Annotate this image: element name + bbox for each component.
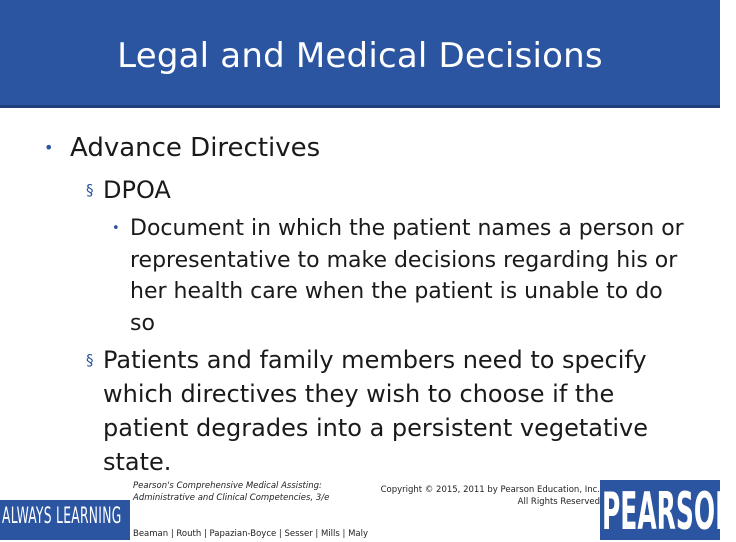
title-bar (0, 0, 720, 108)
bullet-square-icon: § (86, 351, 94, 369)
slide-title: Legal and Medical Decisions (117, 36, 603, 76)
authors-line: Beaman | Routh | Papazian-Boyce | Sesser | Mills | Maly (133, 529, 369, 539)
pearson-logo (600, 480, 736, 542)
book-citation (133, 480, 363, 504)
bullet-text: DPOA (103, 176, 171, 204)
bullet-text: Patients and family members need to specify which directives they wish to choose if the patient degrades into a persistent vegetative state. (103, 346, 649, 476)
pearson-logo-text: PEARSON (602, 482, 736, 542)
copyright-line1: Copyright © 2015, 2011 by Pearson Education, Inc. (380, 485, 600, 495)
always-learning-text: ALWAYS LEARNING (2, 504, 122, 529)
copyright-notice (368, 484, 600, 508)
title-divider (0, 105, 720, 108)
always-learning-logo (0, 500, 130, 540)
footer (0, 476, 736, 542)
bullet-dot-icon: • (112, 221, 120, 236)
copyright-line2: All Rights Reserved (517, 497, 600, 507)
bullet-dot-icon: • (44, 138, 54, 157)
bullet-text: Advance Directives (70, 133, 321, 163)
book-title-line1: Pearson's Comprehensive Medical Assisting: (133, 481, 322, 491)
book-title-line2: Administrative and Clinical Competencies, 3/e (133, 493, 330, 503)
bullet-square-icon: § (86, 181, 94, 199)
bullet-text: Document in which the patient names a person or representative to make decisions regarding his or her health care when the patient is unable to do so (130, 216, 684, 336)
